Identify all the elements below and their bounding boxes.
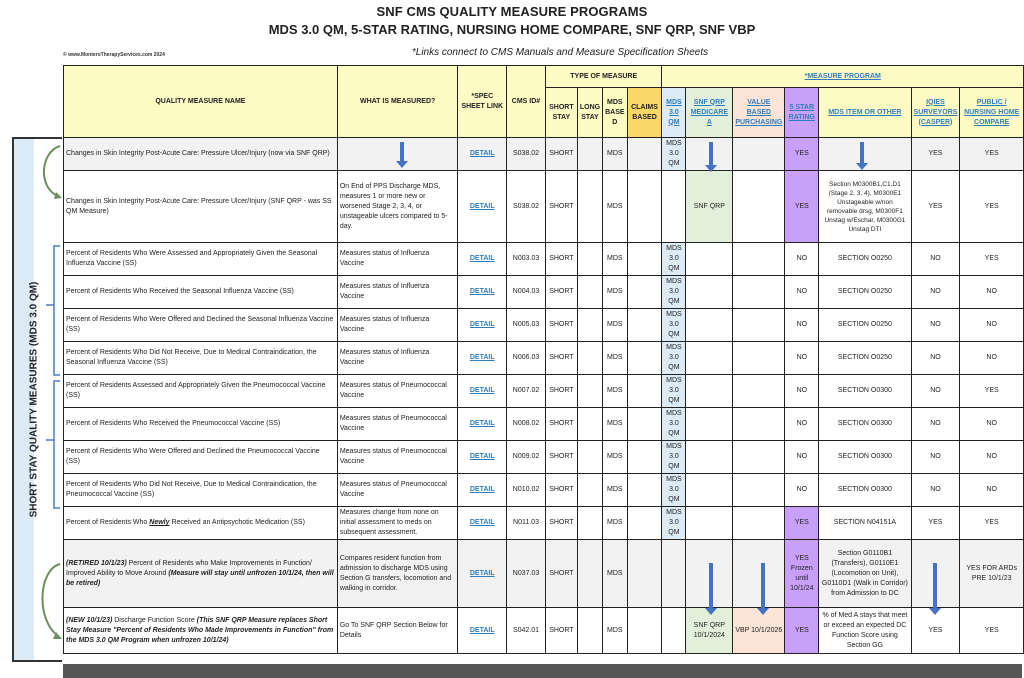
claims-based [627,608,662,654]
mds-qm: MDS 3.0 QM [662,408,686,441]
five-star: NO [785,474,819,507]
cms-id: N007.02 [507,375,546,408]
mds-item: SECTION O0250 [819,342,911,375]
mds-qm [662,540,686,608]
mds-qm [662,171,686,243]
col-group-program-link[interactable]: *MEASURE PROGRAM [662,66,1024,88]
table-row [64,342,1024,375]
detail-link[interactable]: DETAIL [458,507,507,540]
short-stay: SHORT [545,441,577,474]
snf-qrp [686,408,733,441]
mds-based: MDS [603,138,627,171]
name-note: (Measure will stay until unfrozen 10/1/24, then will be retired) [66,569,334,587]
short-stay: SHORT [545,608,577,654]
new-tag: (NEW 10/1/23) [66,616,113,624]
quality-measure-table [63,65,1024,654]
claims-based [627,441,662,474]
what-measured: Measures status of Influenza Vaccine [337,276,458,309]
col-header-public-link[interactable]: PUBLIC / NURSING HOME COMPARE [960,88,1024,138]
detail-link[interactable]: DETAIL [458,342,507,375]
five-star: YES [785,171,819,243]
claims-based [627,342,662,375]
five-star: NO [785,309,819,342]
cms-id: N011.03 [507,507,546,540]
claims-based [627,540,662,608]
copyright: © www.MonteroTherapyServices.com 2024 [63,52,165,58]
long-stay [577,309,602,342]
mds-based: MDS [603,408,627,441]
table-row [64,243,1024,276]
long-stay [577,441,602,474]
long-stay [577,171,602,243]
long-stay [577,474,602,507]
iqies: NO [911,309,960,342]
mds-qm: MDS 3.0 QM [662,474,686,507]
long-stay [577,375,602,408]
public: NO [960,441,1024,474]
mds-based: MDS [603,474,627,507]
short-stay: SHORT [545,474,577,507]
what-measured: Measures change from none on initial assessment to meds on subsequent assessment. [337,507,458,540]
measure-name [64,540,338,608]
five-star: NO [785,276,819,309]
five-star: NO [785,375,819,408]
public: NO [960,474,1024,507]
col-header-name: QUALITY MEASURE NAME [64,66,338,138]
retired-tag: (RETIRED 10/1/23) [66,559,127,567]
arrow-down-icon [400,142,404,162]
snf-qrp [686,309,733,342]
name-text: Discharge Function Score [112,616,197,624]
col-header-mds-qm-link[interactable]: MDS 3.0 QM [662,88,686,138]
mds-qm: MDS 3.0 QM [662,276,686,309]
claims-based [627,243,662,276]
mds-qm [662,608,686,654]
table-row [64,138,1024,171]
detail-link[interactable]: DETAIL [458,408,507,441]
vbp [733,375,785,408]
snf-qrp [686,243,733,276]
col-header-iqies-link[interactable]: IQIES SURVEYORS (CASPER) [911,88,960,138]
iqies: YES [911,138,960,171]
mds-based: MDS [603,171,627,243]
measure-name: Changes in Skin Integrity Post-Acute Care: Pressure Ulcer/Injury (now via SNF QRP) [64,138,338,171]
short-stay: SHORT [545,342,577,375]
links-note: *Links connect to CMS Manuals and Measure Specification Sheets [411,47,709,58]
col-header-what: WHAT IS MEASURED? [337,66,458,138]
claims-based [627,276,662,309]
table-row [64,507,1024,540]
cms-id: N037.03 [507,540,546,608]
name-text: Received an Antipsychotic Medication (SS) [169,519,305,526]
measure-name: Percent of Residents Assessed and Appropriately Given the Pneumococcal Vaccine (SS) [64,375,338,408]
public: YES [960,608,1024,654]
iqies: YES [911,171,960,243]
mds-item: SECTION O0300 [819,375,911,408]
table-row [64,540,1024,608]
mds-based: MDS [603,243,627,276]
vbp [733,138,785,171]
long-stay [577,608,602,654]
mds-item: SECTION O0300 [819,441,911,474]
measure-name: Percent of Residents Who Did Not Receive, Due to Medical Contraindication, the Pneumococcal Vaccine (SS) [64,474,338,507]
mds-based: MDS [603,276,627,309]
table-row [64,408,1024,441]
mds-qm: MDS 3.0 QM [662,138,686,171]
iqies: NO [911,408,960,441]
name-text: Percent of Residents who Make Improvements in Function/ Improved Ability to Move Around [66,559,312,577]
vbp [733,342,785,375]
cms-id: N010.02 [507,474,546,507]
claims-based [627,309,662,342]
iqies: YES [911,608,960,654]
mds-item: SECTION O0250 [819,276,911,309]
cms-id: S038.02 [507,171,546,243]
vbp [733,474,785,507]
title-line-2: MDS 3.0 QM, 5-STAR RATING, NURSING HOME COMPARE, SNF QRP, SNF VBP [268,22,756,37]
public: YES [960,507,1024,540]
measure-name: Percent of Residents Who Were Offered and Declined the Pneumococcal Vaccine (SS) [64,441,338,474]
name-note: (This SNF QRP Measure replaces Short Stay Measure "Percent of Residents Who Made Improvements in Function" from the MDS 3.0 QM Program when unfrozen 10/1/24) [66,616,334,644]
public: YES [960,243,1024,276]
short-stay: SHORT [545,276,577,309]
iqies: NO [911,375,960,408]
vbp: VBP 10/1/2026 [733,608,785,654]
col-header-long-stay: LONG STAY [577,88,602,138]
mds-qm: MDS 3.0 QM [662,342,686,375]
mds-based: MDS [603,540,627,608]
mds-item: SECTION O0300 [819,408,911,441]
short-stay: SHORT [545,507,577,540]
mds-qm: MDS 3.0 QM [662,375,686,408]
name-text: Percent of Residents Who [66,519,150,526]
arrow-down-icon [709,142,713,166]
col-header-vbp-link[interactable]: VALUE BASED PURCHASING [733,88,785,138]
long-stay [577,276,602,309]
mds-based: MDS [603,507,627,540]
what-measured: Measures status of Pneumococcal Vaccine [337,441,458,474]
mds-based: MDS [603,608,627,654]
measure-name: Percent of Residents Who Received the Seasonal Influenza Vaccine (SS) [64,276,338,309]
five-star: NO [785,408,819,441]
measure-name: Changes in Skin Integrity Post-Acute Care: Pressure Ulcer/Injury (SNF QRP - was SS QM Measure) [64,171,338,243]
col-header-spec: *SPEC SHEET LINK [458,66,507,138]
col-header-snf-qrp-link[interactable]: SNF QRP MEDICARE A [686,88,733,138]
snf-qrp [686,276,733,309]
mds-item: Section M0300B1,C1,D1 (Stage 2, 3, 4), M0300E1 Unstageable w/non removable drsg, M0300F1 Unstag w/Eschar, M0300G1 Unstag DTI [819,171,911,243]
col-header-cms-id: CMS ID# [507,66,546,138]
five-star: NO [785,441,819,474]
short-stay: SHORT [545,138,577,171]
col-header-5-star-link[interactable]: 5 STAR RATING [785,88,819,138]
mds-item: SECTION O0250 [819,243,911,276]
iqies: YES [911,507,960,540]
long-stay [577,342,602,375]
section-sidebar [12,137,62,662]
arrow-down-icon [933,563,937,609]
five-star: NO [785,342,819,375]
table-row [64,375,1024,408]
public: NO [960,408,1024,441]
mds-item: Section G0110B1 (Transfers), G0110E1 (Locomotion on Unit), G0110D1 (Walk in Corridor) from Admission to DC [819,540,911,608]
claims-based [627,138,662,171]
vbp [733,507,785,540]
mds-item: SECTION O0300 [819,474,911,507]
cms-id: S042.01 [507,608,546,654]
vbp [733,540,785,608]
claims-based [627,507,662,540]
public: YES [960,138,1024,171]
five-star: YES [785,507,819,540]
iqies: NO [911,441,960,474]
measure-name: Percent of Residents Who Were Offered and Declined the Seasonal Influenza Vaccine (SS) [64,309,338,342]
claims-based [627,171,662,243]
what-measured: Measures status of Influenza Vaccine [337,342,458,375]
detail-link[interactable]: DETAIL [458,608,507,654]
long-stay [577,408,602,441]
cms-id: N006.03 [507,342,546,375]
cms-id: N005.03 [507,309,546,342]
measure-name: Percent of Residents Who Did Not Receive, Due to Medical Contraindication, the Seasonal Influenza Vaccine (SS) [64,342,338,375]
five-star: YES Frozen until 10/1/24 [785,540,819,608]
what-measured: Measures status of Pneumococcal Vaccine [337,474,458,507]
measure-name [64,608,338,654]
detail-link[interactable]: DETAIL [458,441,507,474]
mds-qm: MDS 3.0 QM [662,441,686,474]
short-stay: SHORT [545,375,577,408]
table-row [64,276,1024,309]
table-row [64,441,1024,474]
cms-id: N004.03 [507,276,546,309]
mds-qm: MDS 3.0 QM [662,309,686,342]
long-stay [577,540,602,608]
short-stay: SHORT [545,309,577,342]
short-stay: SHORT [545,171,577,243]
snf-qrp [686,342,733,375]
five-star: NO [785,243,819,276]
what-measured: Measures status of Influenza Vaccine [337,243,458,276]
sidebar-label: SHORT STAY QUALITY MEASURES (MDS 3.0 QM) [28,281,40,518]
table-row [64,474,1024,507]
what-measured: Measures status of Pneumococcal Vaccine [337,375,458,408]
snf-qrp [686,474,733,507]
short-stay: SHORT [545,540,577,608]
mds-based: MDS [603,441,627,474]
detail-link[interactable]: DETAIL [458,243,507,276]
public: YES [960,171,1024,243]
public: YES [960,375,1024,408]
detail-link[interactable]: DETAIL [458,138,507,171]
cms-id: N008.02 [507,408,546,441]
vbp [733,171,785,243]
detail-link[interactable]: DETAIL [458,171,507,243]
claims-based [627,408,662,441]
name-emphasis: Newly [149,519,170,526]
public: NO [960,342,1024,375]
mds-qm: MDS 3.0 QM [662,507,686,540]
five-star: YES [785,608,819,654]
col-header-mds-item-link[interactable]: MDS ITEM OR OTHER [819,88,911,138]
arrow-down-icon [709,563,713,609]
snf-qrp [686,441,733,474]
iqies: NO [911,243,960,276]
vbp [733,276,785,309]
public: YES FOR ARDs PRE 10/1/23 [960,540,1024,608]
vbp [733,243,785,276]
measure-name: Percent of Residents Who Were Assessed and Appropriately Given the Seasonal Influenza Vaccine (SS) [64,243,338,276]
table-row [64,309,1024,342]
measure-name: Percent of Residents Who Received the Pneumococcal Vaccine (SS) [64,408,338,441]
cms-id: S038.02 [507,138,546,171]
col-header-short-stay: SHORT STAY [545,88,577,138]
claims-based [627,474,662,507]
measure-name [64,507,338,540]
mds-based: MDS [603,375,627,408]
detail-link[interactable]: DETAIL [458,474,507,507]
what-measured: Compares resident function from admission to discharge MDS using Section G transfers, locomotion and walking in corridor. [337,540,458,608]
short-stay: SHORT [545,243,577,276]
snf-qrp [686,375,733,408]
public: NO [960,309,1024,342]
long-stay [577,138,602,171]
what-measured: Measures status of Pneumococcal Vaccine [337,408,458,441]
what-measured: Measures status of Influenza Vaccine [337,309,458,342]
what-measured: Go To SNF QRP Section Below for Details [337,608,458,654]
vbp [733,441,785,474]
table-row [64,608,1024,654]
vbp [733,309,785,342]
detail-link[interactable]: DETAIL [458,276,507,309]
arrow-down-icon [860,142,864,164]
mds-item: % of Med A stays that meet or exceed an expected DC Function Score using Section GG [819,608,911,654]
snf-qrp: SNF QRP [686,171,733,243]
short-stay: SHORT [545,408,577,441]
arrow-down-icon [761,563,765,609]
long-stay [577,243,602,276]
col-group-type: TYPE OF MEASURE [545,66,662,88]
iqies: NO [911,342,960,375]
public: NO [960,276,1024,309]
iqies: NO [911,276,960,309]
mds-qm: MDS 3.0 QM [662,243,686,276]
detail-link[interactable]: DETAIL [458,309,507,342]
snf-qrp [686,507,733,540]
section-divider [63,664,1022,678]
col-header-mds-based: MDS BASE D [603,88,627,138]
mds-item: SECTION O0250 [819,309,911,342]
cms-id: N009.02 [507,441,546,474]
mds-based: MDS [603,342,627,375]
long-stay [577,507,602,540]
five-star: YES [785,138,819,171]
cms-id: N003.03 [507,243,546,276]
title-line-1: SNF CMS QUALITY MEASURE PROGRAMS [376,4,648,19]
snf-qrp: SNF QRP 10/1/2024 [686,608,733,654]
table-row [64,171,1024,243]
detail-link[interactable]: DETAIL [458,540,507,608]
what-measured: On End of PPS Discharge MDS, measures 1 or more new or worsened Stage 2, 3, 4, or unstageable ulcers compared to 5-day. [337,171,458,243]
vbp [733,408,785,441]
detail-link[interactable]: DETAIL [458,375,507,408]
claims-based [627,375,662,408]
col-header-claims-based: CLAIMS BASED [627,88,662,138]
iqies: NO [911,474,960,507]
mds-item: SECTION N04151A [819,507,911,540]
mds-based: MDS [603,309,627,342]
